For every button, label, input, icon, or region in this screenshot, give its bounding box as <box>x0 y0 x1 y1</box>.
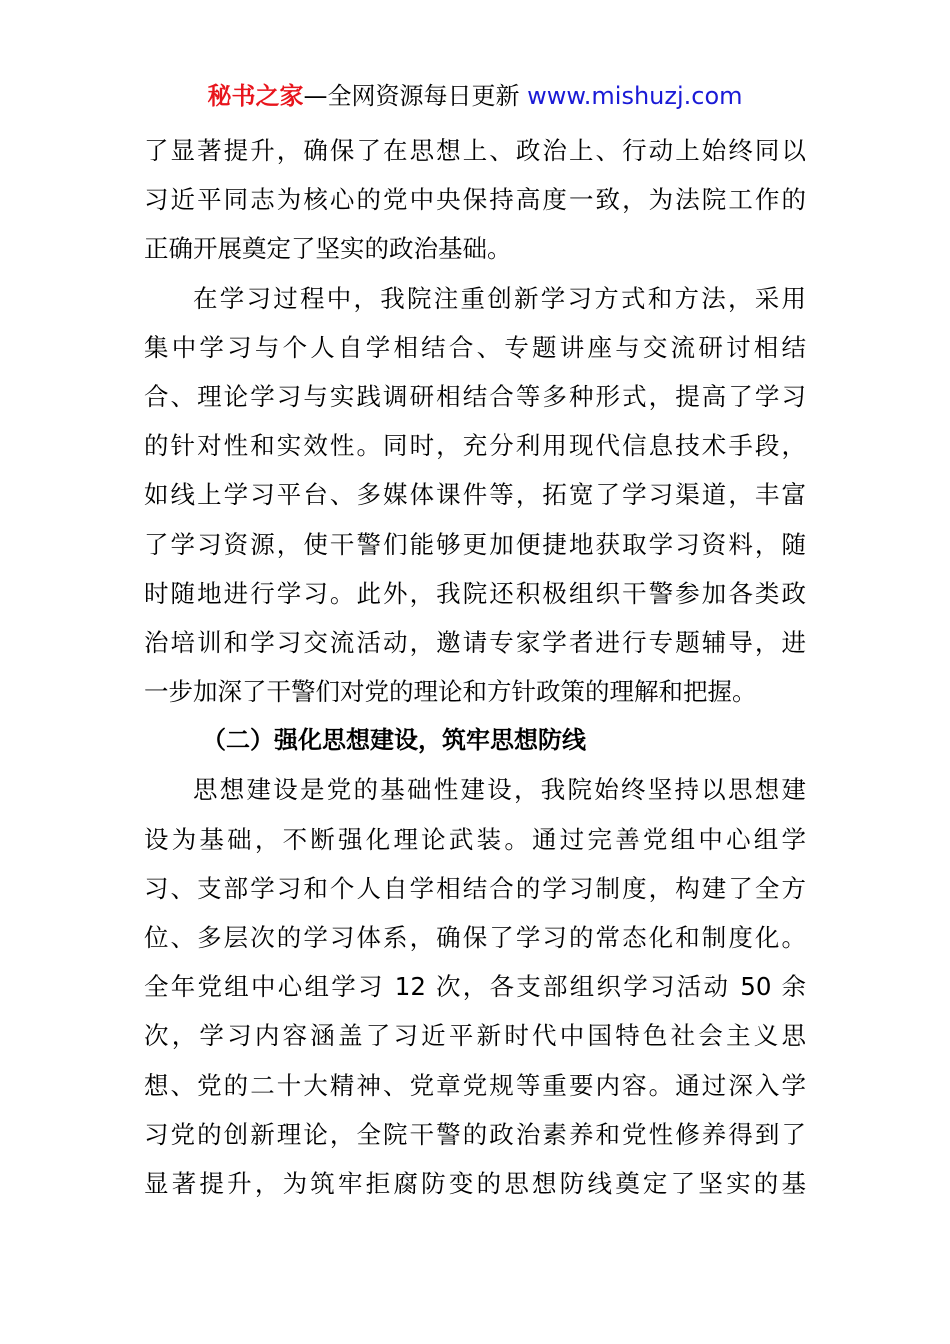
site-url-link[interactable]: www.mishuzj.com <box>527 82 743 110</box>
site-header <box>0 80 950 112</box>
text-line: 次，学习内容涵盖了习近平新时代中国特色社会主义思 <box>144 1021 806 1051</box>
text-line: 如线上学习平台、多媒体课件等，拓宽了学习渠道，丰富 <box>144 480 806 510</box>
text-line: 全年党组中心组学习 12 次，各支部组织学习活动 50 余 <box>144 972 806 1002</box>
section-heading: （二）强化思想建设，筑牢思想防线 <box>202 726 586 755</box>
text-line: 习近平同志为核心的党中央保持高度一致，为法院工作的 <box>144 185 806 215</box>
brand-name: 秘书之家 <box>207 82 304 110</box>
text-line: 时随地进行学习。此外，我院还积极组织干警参加各类政 <box>144 578 806 608</box>
paragraph-ideological-building <box>144 765 806 1208</box>
text-line: 合、理论学习与实践调研相结合等多种形式，提高了学习 <box>144 381 806 411</box>
text-line: 集中学习与个人自学相结合、专题讲座与交流研讨相结 <box>144 332 806 362</box>
text-line: 了学习资源，使干警们能够更加便捷地获取学习资料，随 <box>144 529 806 559</box>
text-line: 在学习过程中，我院注重创新学习方式和方法，采用 <box>193 283 806 313</box>
tagline: —全网资源每日更新 <box>303 82 520 110</box>
text-line: 习、支部学习和个人自学相结合的学习制度，构建了全方 <box>144 873 806 903</box>
text-line: 思想建设是党的基础性建设，我院始终坚持以思想建 <box>193 775 806 805</box>
paragraph-continuation <box>144 126 806 274</box>
document-body <box>144 126 806 1208</box>
paragraph-study-methods <box>144 274 806 717</box>
text-line: 设为基础，不断强化理论武装。通过完善党组中心组学 <box>144 824 806 854</box>
text-line: 正确开展奠定了坚实的政治基础。 <box>144 234 512 264</box>
text-line: 一步加深了干警们对党的理论和方针政策的理解和把握。 <box>144 677 757 707</box>
text-line: 了显著提升，确保了在思想上、政治上、行动上始终同以 <box>144 136 806 165</box>
text-line: 位、多层次的学习体系，确保了学习的常态化和制度化。 <box>144 923 806 952</box>
text-line: 想、党的二十大精神、党章党规等重要内容。通过深入学 <box>144 1070 806 1100</box>
text-line: 治培训和学习交流活动，邀请专家学者进行专题辅导，进 <box>144 627 806 657</box>
text-line: 显著提升，为筑牢拒腐防变的思想防线奠定了坚实的基 <box>144 1168 806 1198</box>
text-line: 习党的创新理论，全院干警的政治素养和党性修养得到了 <box>144 1119 806 1149</box>
text-line: 的针对性和实效性。同时，充分利用现代信息技术手段， <box>144 431 806 461</box>
